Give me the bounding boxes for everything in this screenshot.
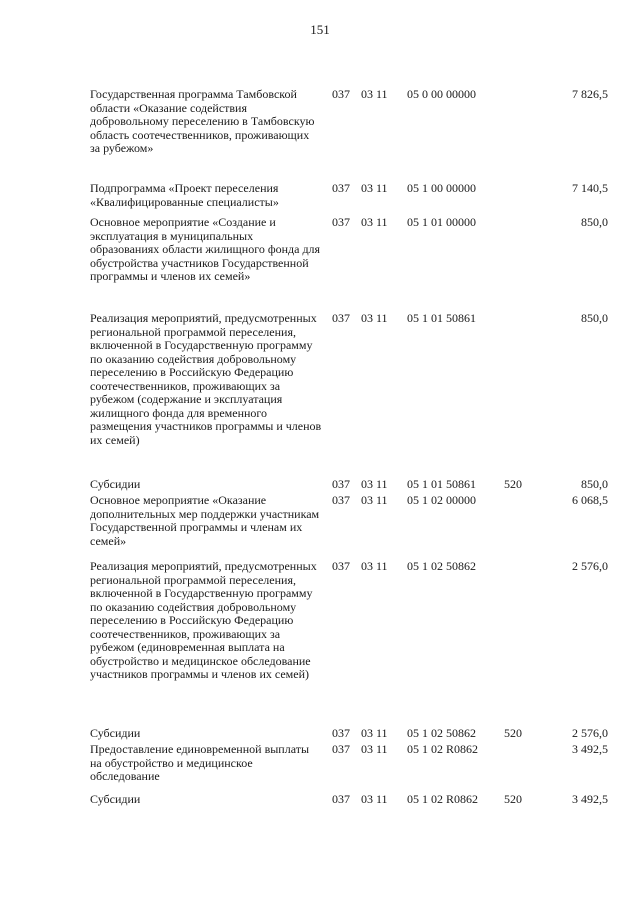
row-description: Реализация мероприятий, предусмотренных региональной программой переселения, включенной в Государственную программу по оказанию содействия добровольному переселению в Российскую Федерацию соотечественников, проживающих за рубежом (содержание и эксплуатация жилищного фонда для временного размещения участников программы и членов их семей) xyxy=(90,311,322,447)
row-amount: 2 576,0 xyxy=(572,559,608,573)
row-amount: 3 492,5 xyxy=(572,792,608,806)
row-amount: 7 140,5 xyxy=(572,181,608,195)
row-amount: 850,0 xyxy=(581,215,608,229)
row-description: Предоставление единовременной выплаты на обустройство и медицинское обследование xyxy=(90,742,310,783)
row-expense-type-code: 520 xyxy=(504,477,522,491)
row-ministry-code: 037 xyxy=(332,311,350,325)
row-section-code: 03 11 xyxy=(361,559,388,573)
row-ministry-code: 037 xyxy=(332,181,350,195)
row-section-code: 03 11 xyxy=(361,311,388,325)
row-ministry-code: 037 xyxy=(332,477,350,491)
row-amount: 3 492,5 xyxy=(572,742,608,756)
row-amount: 850,0 xyxy=(581,477,608,491)
page-number: 151 xyxy=(310,22,330,37)
row-section-code: 03 11 xyxy=(361,742,388,756)
row-description: Государственная программа Тамбовской области «Оказание содействия добровольному переселению в Тамбовскую область соотечественников, проживающих за рубежом» xyxy=(90,87,315,155)
row-ministry-code: 037 xyxy=(332,215,350,229)
row-description: Реализация мероприятий, предусмотренных региональной программой переселения, включенной в Государственную программу по оказанию содействия добровольному переселению в Российскую Федерацию соотечественников, проживающих за рубежом (единовременная выплата на обустройство и медицинское обследование участников программы и членов их семей) xyxy=(90,559,317,681)
row-target-code: 05 1 02 00000 xyxy=(407,493,476,507)
row-target-code: 05 1 02 50862 xyxy=(407,559,476,573)
row-amount: 850,0 xyxy=(581,311,608,325)
row-ministry-code: 037 xyxy=(332,87,350,101)
row-target-code: 05 1 02 R0862 xyxy=(407,792,479,806)
row-target-code: 05 1 02 50862 xyxy=(407,726,476,740)
row-section-code: 03 11 xyxy=(361,215,388,229)
row-target-code: 05 0 00 00000 xyxy=(407,87,476,101)
row-target-code: 05 1 02 R0862 xyxy=(407,742,479,756)
row-section-code: 03 11 xyxy=(361,792,388,806)
row-amount: 2 576,0 xyxy=(572,726,608,740)
row-ministry-code: 037 xyxy=(332,792,350,806)
row-description: Основное мероприятие «Оказание дополнительных мер поддержки участникам Государственной программы и членам их семей» xyxy=(90,493,320,548)
row-section-code: 03 11 xyxy=(361,181,388,195)
row-ministry-code: 037 xyxy=(332,559,350,573)
row-description: Подпрограмма «Проект переселения «Квалифицированные специалисты» xyxy=(90,181,279,209)
row-target-code: 05 1 01 50861 xyxy=(407,311,476,325)
row-target-code: 05 1 01 50861 xyxy=(407,477,476,491)
row-ministry-code: 037 xyxy=(332,493,350,507)
row-ministry-code: 037 xyxy=(332,742,350,756)
row-expense-type-code: 520 xyxy=(504,726,522,740)
row-expense-type-code: 520 xyxy=(504,792,522,806)
row-amount: 6 068,5 xyxy=(572,493,608,507)
row-amount: 7 826,5 xyxy=(572,87,608,101)
row-ministry-code: 037 xyxy=(332,726,350,740)
row-section-code: 03 11 xyxy=(361,493,388,507)
row-target-code: 05 1 01 00000 xyxy=(407,215,476,229)
row-description: Субсидии xyxy=(90,477,141,491)
row-section-code: 03 11 xyxy=(361,726,388,740)
row-description: Основное мероприятие «Создание и эксплуатация в муниципальных образованиях области жилищного фонда для обустройства участников Государственной программы и членов их семей» xyxy=(90,215,321,283)
row-description: Субсидии xyxy=(90,726,141,740)
row-section-code: 03 11 xyxy=(361,87,388,101)
row-description: Субсидии xyxy=(90,792,141,806)
row-section-code: 03 11 xyxy=(361,477,388,491)
row-target-code: 05 1 00 00000 xyxy=(407,181,476,195)
